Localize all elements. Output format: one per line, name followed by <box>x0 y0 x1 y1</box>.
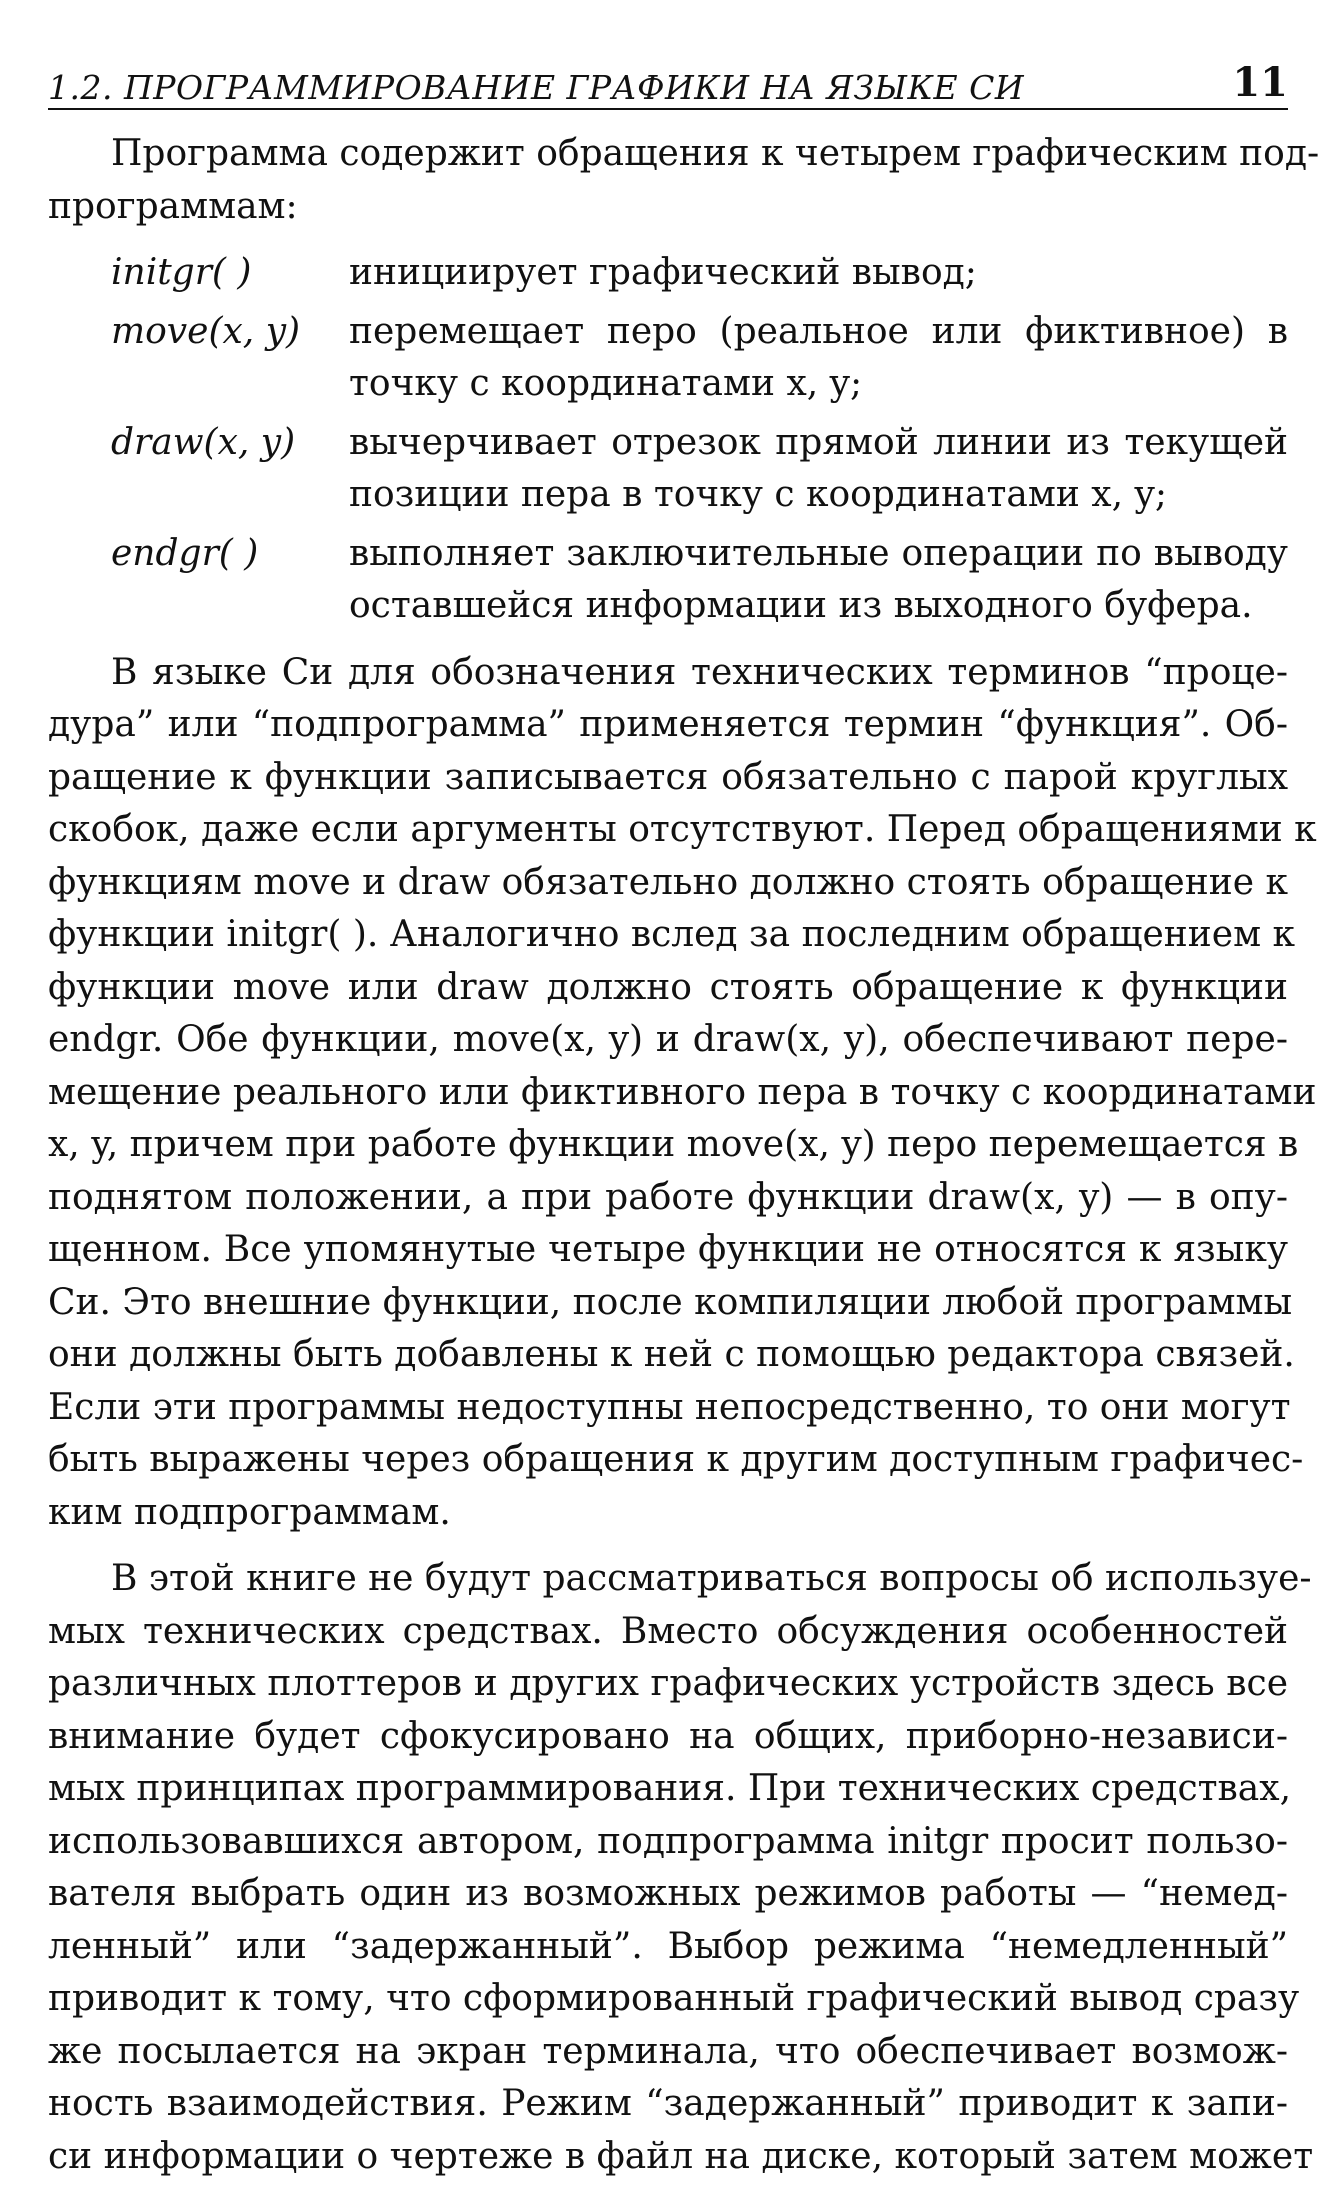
chapter-section-title: 1.2. ПРОГРАММИРОВАНИЕ ГРАФИКИ НА ЯЗЫКЕ СИ <box>48 68 1025 107</box>
text-line: функции initgr( ). Аналогично вслед за последним обращением к <box>48 914 1296 955</box>
text-line: точку с координатами x, y; <box>349 363 863 404</box>
text-line: функции move или draw должно стоять обращение к функции <box>48 966 1288 1008</box>
text-line: скобок, даже если аргументы отсутствуют. Перед обращениями к <box>48 809 1317 850</box>
text-line: В этой книге не будут рассматриваться вопросы об используе- <box>111 1558 1312 1599</box>
definition-item-endgr <box>48 528 1288 633</box>
text-line: внимание будет сфокусировано на общих, приборно-независи- <box>48 1715 1288 1757</box>
definition-item-draw <box>48 417 1288 522</box>
text-line: быть выражены через обращения к другим доступным графичес- <box>48 1439 1304 1480</box>
text-line: ленный” или “задержанный”. Выбор режима “немедленный” <box>48 1925 1288 1967</box>
page-number: 11 <box>1232 59 1288 106</box>
function-term: initgr( ) <box>111 252 252 293</box>
function-term: move(x, y) <box>111 310 301 352</box>
definition-item-move <box>48 306 1288 411</box>
text-line: В языке Си для обозначения технических терминов “проце- <box>111 651 1288 693</box>
function-description <box>349 247 1288 300</box>
text-line: щенном. Все упомянутые четыре функции не относятся к языку <box>48 1229 1288 1270</box>
function-term: endgr( ) <box>111 532 259 574</box>
body-paragraph-2 <box>48 647 1317 1540</box>
function-description <box>349 528 1288 633</box>
text-line: функциям move и draw обязательно должно стоять обращение к <box>48 861 1288 903</box>
text-line: приводит к тому, что сформированный графический вывод сразу <box>48 1978 1300 2019</box>
running-header <box>48 56 1288 110</box>
function-description <box>349 306 1288 411</box>
text-line: ким подпрограммам. <box>48 1491 451 1533</box>
text-line: вычерчивает отрезок прямой линии из текущей <box>349 421 1288 463</box>
definition-item-initgr <box>48 247 1288 300</box>
text-line: дура” или “подпрограмма” применяется термин “функция”. Об- <box>48 704 1288 745</box>
text-line: ращение к функции записывается обязательно с парой круглых <box>48 756 1288 798</box>
text-line: они должны быть добавлены к ней с помощью редактора связей. <box>48 1334 1295 1375</box>
text-line: ность взаимодействия. Режим “задержанный” приводит к запи- <box>48 2083 1288 2124</box>
text-line: мых принципах программирования. При технических средствах, <box>48 1768 1292 1809</box>
text-line: поднятом положении, а при работе функции draw(x, y) — в опу- <box>48 1176 1288 1218</box>
body-paragraph-3 <box>48 1553 1314 2183</box>
text-line: Если эти программы недоступны непосредственно, то они могут <box>48 1386 1291 1428</box>
function-definition-list <box>48 247 1288 633</box>
function-description <box>349 417 1288 522</box>
text-line: инициирует графический вывод; <box>349 252 977 293</box>
text-line: мещение реального или фиктивного пера в точку с координатами <box>48 1071 1317 1113</box>
book-page <box>48 56 1320 2183</box>
text-line: выполняет заключительные операции по выводу <box>349 532 1288 574</box>
text-line: Си. Это внешние функции, после компиляции любой программы <box>48 1281 1293 1323</box>
intro-paragraph <box>48 128 1320 233</box>
text-line: мых технических средствах. Вместо обсуждения особенностей <box>48 1610 1288 1652</box>
text-line: же посылается на экран терминала, что обеспечивает возмож- <box>48 2030 1288 2072</box>
text-line: вателя выбрать один из возможных режимов работы — “немед- <box>48 1873 1288 1914</box>
text-line: Программа содержит обращения к четырем графическим под- <box>111 133 1320 174</box>
text-line: x, y, причем при работе функции move(x, y) перо перемещается в <box>48 1124 1299 1165</box>
text-line: различных плоттеров и других графических устройств здесь все <box>48 1663 1288 1704</box>
text-line: программам: <box>48 185 298 227</box>
function-term: draw(x, y) <box>111 421 296 463</box>
text-line: перемещает перо (реальное или фиктивное) в <box>349 310 1288 352</box>
text-line: си информации о чертеже в файл на диске, который затем может <box>48 2135 1314 2177</box>
text-line: использовавшихся автором, подпрограмма initgr просит пользо- <box>48 1820 1288 1862</box>
text-line: endgr. Обе функции, move(x, y) и draw(x, y), обеспечивают пере- <box>48 1019 1288 1060</box>
text-line: позиции пера в точку с координатами x, y; <box>349 474 1167 515</box>
text-line: оставшейся информации из выходного буфера. <box>349 585 1253 626</box>
